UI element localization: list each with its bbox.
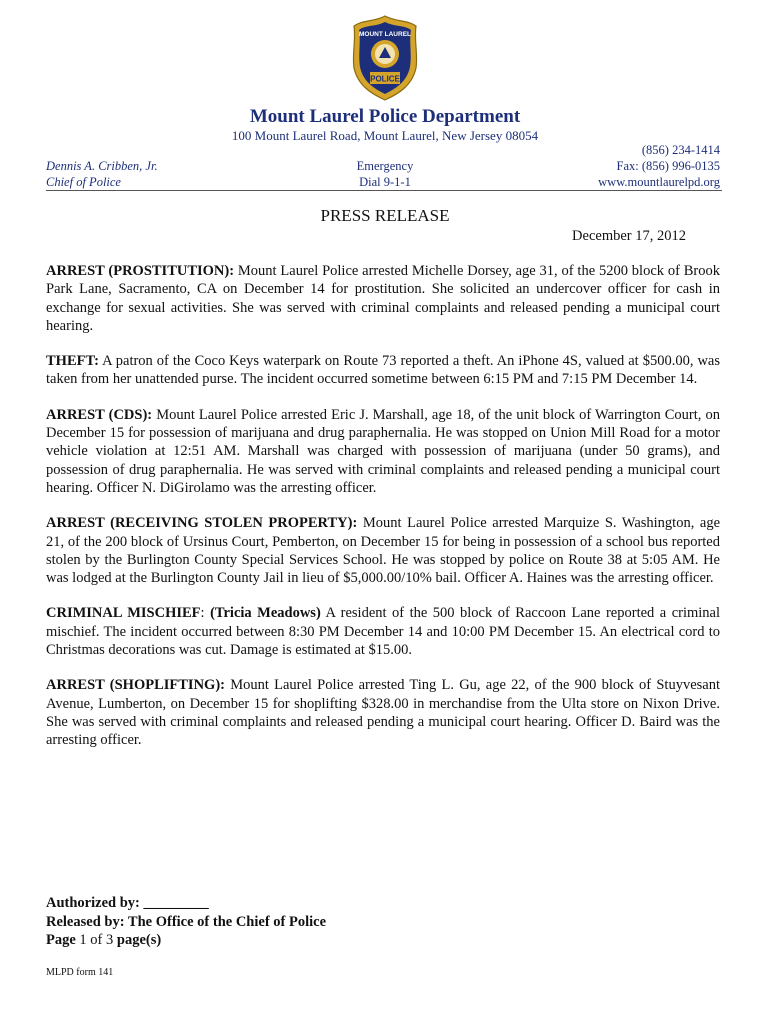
chief-info: [46, 158, 158, 190]
incident-item: [46, 262, 720, 335]
incident-text: Mount Laurel Police arrested Eric J. Marshall, age 18, of the unit block of Warrington Court, on December 15 for possession of marijuana and drug paraphernalia. He was stopped on Union Mill Road for a motor vehicle violation at 12:51 AM. Marshall was charged with possession of marijuana (under 50 grams), and possession of drug paraphernalia. He was served with criminal complaints and released pending a municipal court hearing. Officer N. DiGirolamo was the arresting officer.: [46, 406, 720, 496]
page-total: 3: [106, 932, 114, 948]
incident-item: [46, 604, 720, 659]
emergency-number: Dial 9-1-1: [359, 175, 411, 189]
fax-number: Fax: (856) 996-0135: [616, 159, 720, 173]
emergency-label: Emergency: [356, 159, 414, 173]
department-address: 100 Mount Laurel Road, Mount Laurel, New Jersey 08054: [231, 128, 539, 143]
badge-top-text: MOUNT LAUREL: [359, 31, 411, 38]
released-line: [46, 913, 326, 932]
page-number: 1: [79, 932, 87, 948]
incident-item: [46, 676, 720, 749]
authorized-label: Authorized by:: [46, 895, 140, 911]
incident-text: Mount Laurel Police arrested Michelle Dorsey, age 31, of the 5200 block of Brook Park Lane, Sacramento, CA on December 14 for prostitution. She solicited an undercover officer for cash in exchange for sexual activities. She was served with criminal complaints and released pending a municipal court hearing.: [46, 263, 720, 334]
incident-heading: ARREST (RECEIVING STOLEN PROPERTY):: [46, 515, 358, 532]
incident-heading: CRIMINAL MISCHIEF: [46, 605, 201, 622]
incident-item: [46, 352, 720, 389]
authorized-line: [46, 894, 326, 913]
incident-text: A patron of the Coco Keys waterpark on Route 73 reported a theft. An iPhone 4S, valued at $500.00, was taken from her unattended purse. The incident occurred sometime between 6:15 PM and 7:15 PM December 14.: [46, 353, 720, 388]
page-label: Page: [46, 932, 76, 948]
chief-name: Dennis A. Cribben, Jr.: [46, 159, 158, 173]
emergency-info: [325, 158, 445, 190]
page-line: [46, 931, 326, 950]
authorized-value: _________: [143, 895, 209, 911]
press-release-title: PRESS RELEASE: [320, 206, 450, 225]
incident-text: Mount Laurel Police arrested Ting L. Gu, age 22, of the 900 block of Stuyvesant Avenue, Lumberton, on December 15 for shoplifting $328.00 in merchandise from the Ulta store on Nixon Drive. She was served with criminal complaints and released pending a municipal court hearing. Officer D. Baird was the arresting officer.: [46, 677, 720, 749]
incident-item: [46, 514, 720, 587]
chief-title: Chief of Police: [46, 175, 121, 189]
incident-item: [46, 406, 720, 497]
incident-sub-bold: (Tricia Meadows): [210, 605, 321, 622]
badge-bottom-text: POLICE: [370, 74, 400, 84]
press-release-date: December 17, 2012: [572, 228, 686, 244]
released-label: Released by:: [46, 913, 125, 930]
released-value: The Office of the Chief of Police: [127, 913, 327, 930]
page-suffix: page(s): [116, 932, 162, 948]
incident-text: A resident of the 500 block of Raccoon Lane reported a criminal mischief. The incident occurred between 8:30 PM December 14 and 10:00 PM December 15. An electrical cord to Christmas decorations was cut. Damage is estimated at $15.00.: [46, 605, 721, 659]
incident-sub: :: [200, 605, 211, 622]
incident-heading: ARREST (PROSTITUTION):: [46, 263, 235, 279]
page-of: of: [90, 932, 103, 948]
department-name: Mount Laurel Police Department: [249, 106, 521, 127]
incident-heading: ARREST (CDS):: [46, 406, 153, 423]
website-link[interactable]: www.mountlaurelpd.org: [598, 175, 720, 189]
header-divider: [46, 190, 722, 191]
press-release-body: [46, 262, 720, 767]
contact-info: [598, 142, 720, 190]
incident-heading: ARREST (SHOPLIFTING):: [46, 677, 225, 694]
phone-number: (856) 234-1414: [641, 143, 720, 157]
incident-text: Mount Laurel Police arrested Marquize S. Washington, age 21, of the 200 block of Ursinus Court, Pemberton, on December 15 for being in possession of a school bus reported stolen by the Burlington County Special Services School. He was stopped by police on Route 38 at 5:05 AM. He was lodged at the Burlington County Jail in lieu of $5,000.00/10% bail. Officer A. Haines was the arresting officer.: [46, 515, 720, 587]
police-badge-logo: [350, 14, 420, 102]
form-identifier: MLPD form 141: [46, 967, 114, 978]
incident-heading: THEFT:: [46, 353, 99, 370]
release-footer: [46, 894, 326, 950]
